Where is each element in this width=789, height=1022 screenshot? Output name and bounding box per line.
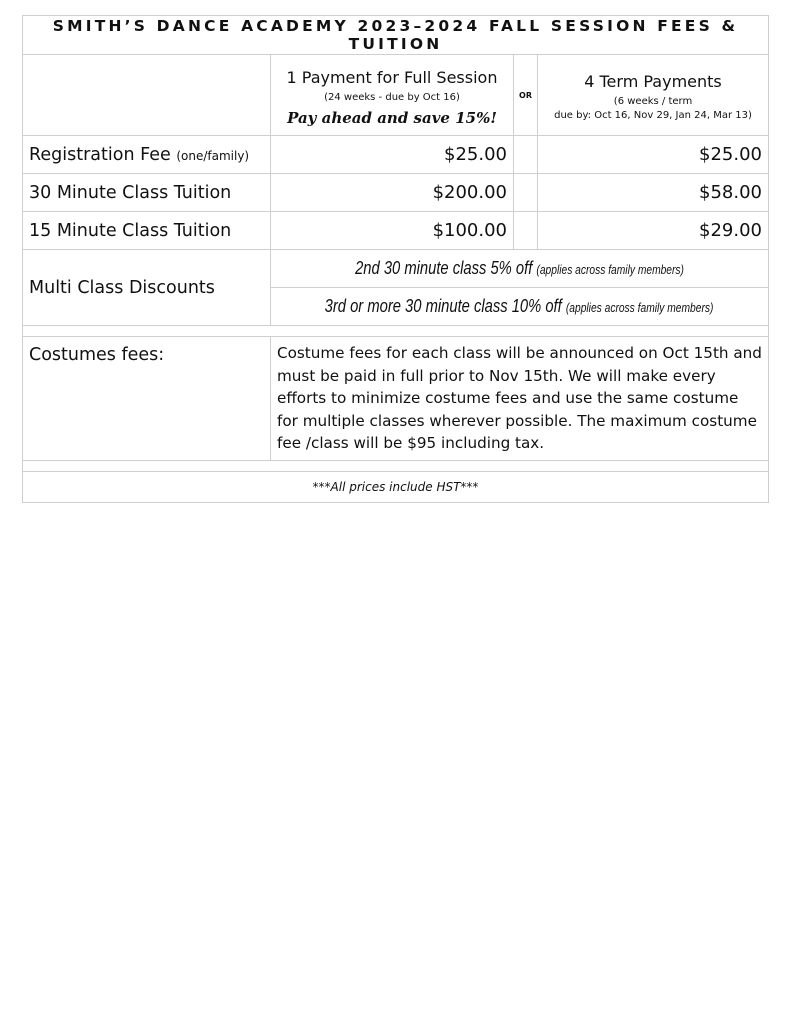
fee-label-text: Registration Fee [29, 144, 171, 165]
spacer-row [23, 461, 769, 472]
full-amount: $200.00 [271, 174, 514, 212]
term-payment-subtitle: (6 weeks / term [613, 96, 693, 107]
fee-label-text: 15 Minute Class Tuition [29, 220, 232, 241]
header-row [23, 55, 769, 136]
fees-document [22, 15, 768, 503]
or-gap-cell [514, 136, 538, 174]
or-gap-cell [514, 174, 538, 212]
term-payment-due-dates: due by: Oct 16, Nov 29, Jan 24, Mar 13) [554, 110, 752, 121]
discount-text: 2nd 30 minute class 5% off [355, 258, 533, 278]
costumes-label: Costumes fees: [23, 337, 271, 461]
fee-label-text: 30 Minute Class Tuition [29, 182, 232, 203]
term-payment-title: 4 Term Payments [584, 72, 722, 91]
spacer-cell [23, 326, 769, 337]
full-amount: $25.00 [271, 136, 514, 174]
discount-row [23, 250, 769, 288]
fee-row-label [23, 212, 271, 250]
spacer-cell [23, 461, 769, 472]
term-payment-header [538, 55, 769, 136]
discounts-label: Multi Class Discounts [23, 250, 271, 326]
header-empty-cell [23, 55, 271, 136]
term-amount: $58.00 [538, 174, 769, 212]
fee-row-label [23, 174, 271, 212]
discount-note: (applies across family members) [566, 301, 714, 315]
fees-table [22, 15, 769, 503]
full-amount: $100.00 [271, 212, 514, 250]
fee-row [23, 136, 769, 174]
discount-item [355, 250, 684, 287]
discount-cell [271, 250, 769, 288]
costumes-description: Costume fees for each class will be announced on Oct 15th and must be paid in full prior to Nov 15th. We will make every efforts to minimize costume fees and use the same costume for multiple classes wherever possible. The maximum costume fee /class will be $95 including tax. [271, 337, 769, 461]
term-amount: $25.00 [538, 136, 769, 174]
fee-row-label [23, 136, 271, 174]
or-separator: OR [514, 55, 538, 136]
term-amount: $29.00 [538, 212, 769, 250]
costume-row [23, 337, 769, 461]
discount-note: (applies across family members) [536, 263, 684, 277]
fee-row [23, 174, 769, 212]
full-payment-header [271, 55, 514, 136]
discount-text: 3rd or more 30 minute class 10% off [325, 296, 563, 316]
discount-item [325, 288, 714, 325]
hst-footnote: ***All prices include HST*** [23, 472, 769, 503]
discount-cell [271, 288, 769, 326]
full-payment-title: 1 Payment for Full Session [286, 67, 498, 87]
fee-row [23, 212, 769, 250]
footer-row [23, 472, 769, 503]
full-payment-subtitle: (24 weeks - due by Oct 16) [324, 91, 460, 103]
full-payment-promo: Pay ahead and save 15%! [287, 108, 497, 127]
spacer-row [23, 326, 769, 337]
fee-label-note: (one/family) [176, 148, 250, 163]
or-gap-cell [514, 212, 538, 250]
title-row [23, 16, 769, 55]
document-title: SMITH’S DANCE ACADEMY 2023–2024 FALL SESSION FEES & TUITION [23, 16, 769, 55]
